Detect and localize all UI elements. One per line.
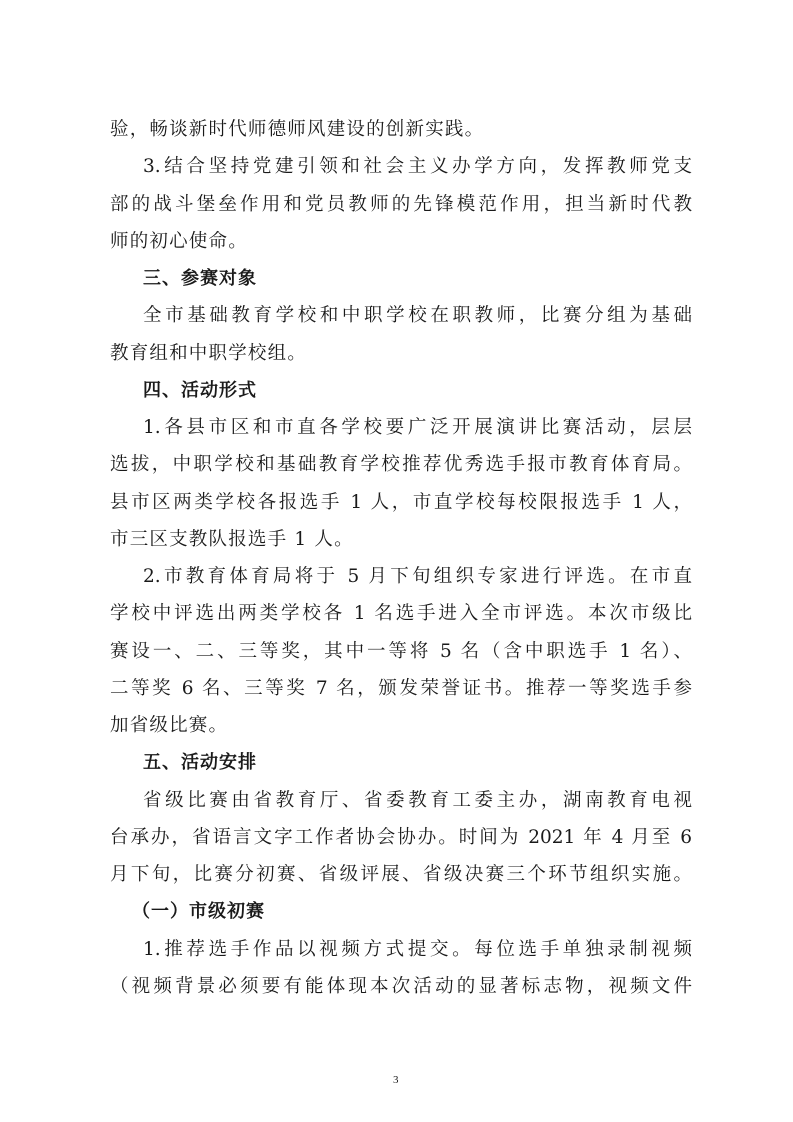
paragraph-line: 验，畅谈新时代师德师风建设的创新实践。	[110, 119, 485, 140]
paragraph-line: 二等奖 6 名、三等奖 7 名，颁发荣誉证书。推荐一等奖选手参	[110, 677, 692, 699]
paragraph-line: 全市基础教育学校和中职学校在职教师，比赛分组为基础	[143, 305, 692, 327]
paragraph-line: 加省级比赛。	[110, 715, 229, 736]
paragraph-line: 部的战斗堡垒作用和党员教师的先锋模范作用，担当新时代教	[110, 193, 692, 215]
subsection-heading: （一）市级初赛	[132, 901, 265, 923]
paragraph-line: 选拔，中职学校和基础教育学校推荐优秀选手报市教育体育局。	[110, 454, 692, 476]
paragraph-line: 台承办，省语言文字工作者协会协办。时间为 2021 年 4 月至 6	[110, 826, 692, 848]
paragraph-line: 2.市教育体育局将于 5 月下旬组织专家进行评选。在市直	[143, 566, 692, 587]
paragraph-line: 3.结合坚持党建引领和社会主义办学方向，发挥教师党支	[143, 156, 692, 178]
page-number: 3	[393, 1074, 399, 1086]
paragraph-line: 教育组和中职学校组。	[110, 342, 308, 364]
paragraph-line: 县市区两类学校各报选手 1 人，市直学校每校限报选手 1 人，	[110, 491, 692, 513]
paragraph-line: （视频背景必须要有能体现本次活动的显著标志物，视频文件	[110, 975, 692, 997]
document-body	[110, 111, 692, 1005]
section-heading: 五、活动安排	[143, 752, 257, 774]
paragraph-line: 月下旬，比赛分初赛、省级评展、省级决赛三个环节组织实施。	[110, 864, 692, 885]
paragraph-line: 赛设一、二、三等奖，其中一等将 5 名（含中职选手 1 名）、	[110, 640, 692, 662]
section-heading: 四、活动形式	[143, 379, 257, 401]
paragraph-line: 市三区支教队报选手 1 人。	[110, 528, 354, 550]
paragraph-line: 学校中评选出两类学校各 1 名选手进入全市评选。本次市级比	[110, 603, 692, 625]
paragraph-line: 1.推荐选手作品以视频方式提交。每位选手单独录制视频	[143, 938, 692, 960]
paragraph-line: 师的初心使命。	[110, 230, 248, 252]
section-heading: 三、参赛对象	[143, 268, 257, 289]
paragraph-line: 省级比赛由省教育厅、省委教育工委主办，湖南教育电视	[143, 789, 692, 811]
paragraph-line: 1.各县市区和市直各学校要广泛开展演讲比赛活动，层层	[143, 417, 692, 438]
